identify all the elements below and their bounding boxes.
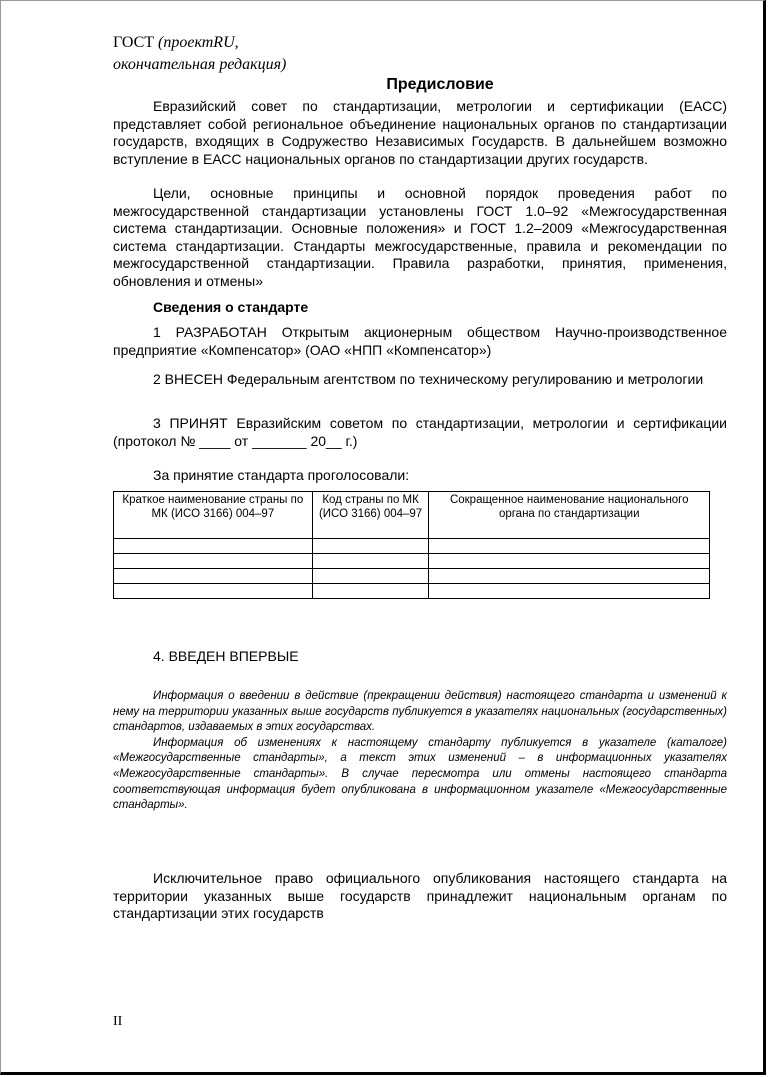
notice-paragraph-2: Информация об изменениях к настоящему стандарту публикуется в указателе (каталоге) «Межгосударственные стандарты», а текст этих изменений – в информационных указателях «Межгосударственные стандарты». В случае пересмотра или отмены настоящего стандарта соответствующая информация будет опубликована в информационном указателе «Межгосударственные стандарты».	[113, 736, 727, 812]
item-adopted: 3 ПРИНЯТ Евразийским советом по стандартизации, метрологии и сертификации (протокол № ____ от _______ 20__ г.)	[113, 415, 727, 449]
gost-label: ГОСТ	[113, 34, 155, 51]
item-developed: 1 РАЗРАБОТАН Открытым акционерным обществом Научно-производственное предприятие «Компенсатор» (ОАО «НПП «Компенсатор»)	[113, 324, 727, 358]
item-introduced: 2 ВНЕСЕН Федеральным агентством по техническому регулированию и метрологии	[153, 371, 704, 387]
page-title: Предисловие	[386, 76, 494, 93]
table-row	[114, 569, 710, 584]
vote-caption: За принятие стандарта проголосовали:	[153, 467, 410, 483]
document-header-line1	[113, 32, 239, 53]
column-header-country: Краткое наименование страны по МК (ИСО 3166) 004–97	[114, 492, 313, 539]
intro-paragraph-2: Цели, основные принципы и основной порядок проведения работ по межгосударственной стандартизации установлены ГОСТ 1.0–92 «Межгосударственная система стандартизации. Основные положения» и ГОСТ 1.2–2009 «Межгосударственная система стандартизации. Стандарты межгосударственные, правила и рекомендации по межгосударственной стандартизации. Правила разработки, принятия, применения, обновления и отмены»	[113, 185, 727, 289]
table-row	[114, 554, 710, 569]
notice-paragraph-1: Информация о введении в действие (прекращении действия) настоящего стандарта и изменений к нему на территории указанных выше государств публикуется в указателях национальных (государственных) стандартов, издаваемых в этих государствах.	[113, 690, 727, 734]
notice-block	[113, 689, 727, 814]
draft-edition: окончательная редакция)	[113, 56, 287, 73]
draft-status: (проектRU,	[158, 34, 239, 51]
item-first-introduced: 4. ВВЕДЕН ВПЕРВЫЕ	[153, 648, 299, 664]
page-number: II	[113, 1014, 123, 1029]
info-heading: Сведения о стандарте	[153, 299, 309, 315]
table-row	[114, 584, 710, 599]
table-header-row	[114, 492, 710, 539]
intro-paragraph-1: Евразийский совет по стандартизации, метрологии и сертификации (ЕАСС) представляет собой региональное объединение национальных органов по стандартизации государств, входящих в Содружество Независимых Государств. В дальнейшем возможно вступление в ЕАСС национальных органов по стандартизации других государств.	[113, 98, 727, 167]
column-header-code: Код страны по МК (ИСО 3166) 004–97	[312, 492, 429, 539]
column-header-authority: Сокращенное наименование национального органа по стандартизации	[429, 492, 710, 539]
voting-table	[113, 491, 710, 599]
table-row	[114, 539, 710, 554]
document-header-line2	[113, 54, 286, 75]
copyright-paragraph: Исключительное право официального опубликования настоящего стандарта на территории указанных выше государств принадлежит национальным органам по стандартизации этих государств	[113, 870, 727, 922]
